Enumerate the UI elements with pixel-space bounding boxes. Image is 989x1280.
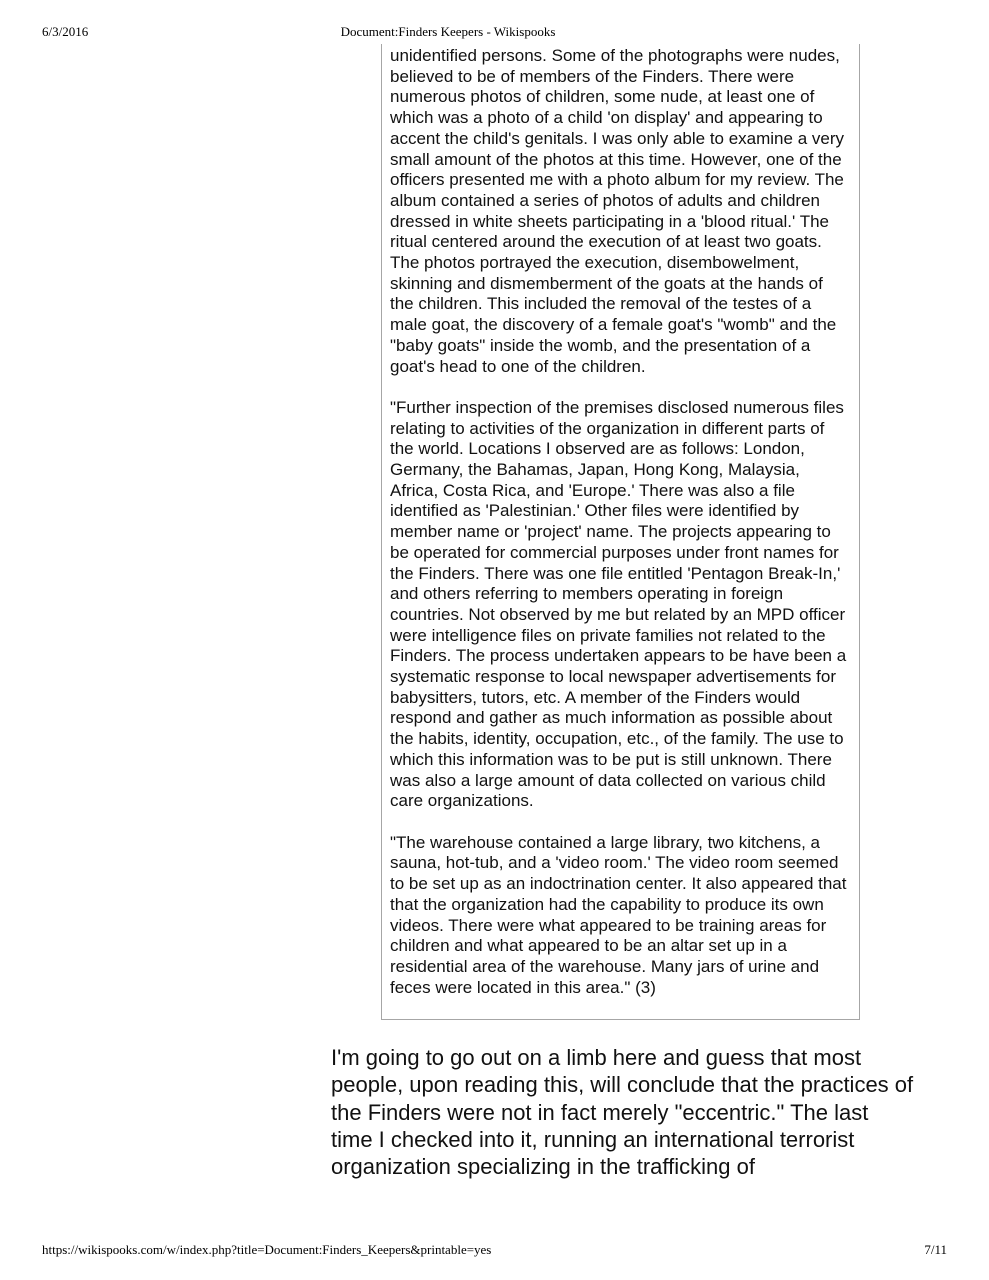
print-header-title: Document:Finders Keepers - Wikispooks [340, 24, 556, 39]
quoted-police-report-box [381, 44, 860, 1020]
print-header-date: 6/3/2016 [42, 24, 89, 39]
print-footer-url: https://wikispooks.com/w/index.php?title=Document:Finders_Keepers&printable=yes [42, 1242, 492, 1257]
commentary-paragraph: I'm going to go out on a limb here and guess that most people, upon reading this, will conclude that the practices of the Finders were not in fact merely "eccentric." The last time I checked into it, running an international terrorist organization specializing in the trafficking of [331, 1045, 914, 1180]
print-footer-page-number: 7/11 [924, 1242, 947, 1257]
quote-paragraph: unidentified persons. Some of the photographs were nudes, believed to be of members of the Finders. There were numerous photos of children, some nude, at least one of which was a photo of a child 'on display' and appearing to accent the child's genitals. I was only able to examine a very small amount of the photos at this time. However, one of the officers presented me with a photo album for my review. The album contained a series of photos of adults and children dressed in white sheets participating in a 'blood ritual.' The ritual centered around the execution of at least two goats. The photos portrayed the execution, disembowelment, skinning and dismemberment of the goats at the hands of the children. This included the removal of the testes of a male goat, the discovery of a female goat's "womb" and the "baby goats" inside the womb, and the presentation of a goat's head to one of the children. [390, 46, 844, 376]
quote-paragraph: "Further inspection of the premises disclosed numerous files relating to activities of the organization in different parts of the world. Locations I observed are as follows: London, Germany, the Bahamas, Japan, Hong Kong, Malaysia, Africa, Costa Rica, and 'Europe.' There was also a file identified as 'Palestinian.' Other files were identified by member name or 'project' name. The projects appearing to be operated for commercial purposes under front names for the Finders. There was one file entitled 'Pentagon Break-In,' and others referring to members operating in foreign countries. Not observed by me but related by an MPD officer were intelligence files on private families not related to the Finders. The process undertaken appears to be have been a systematic response to local newspaper advertisements for babysitters, tutors, etc. A member of the Finders would respond and gather as much information as possible about the habits, identity, occupation, etc., of the family. The use to which this information was to be put is still unknown. There was also a large amount of data collected on various child care organizations. [390, 397, 847, 811]
quote-paragraph: "The warehouse contained a large library, two kitchens, a sauna, hot-tub, and a 'video room.' The video room seemed to be set up as an indoctrination center. It also appeared that that the organization had the capability to produce its own videos. There were what appeared to be training areas for children and what appeared to be an altar set up in a residential area of the warehouse. Many jars of urine and feces were located in this area." (3) [390, 832, 847, 997]
